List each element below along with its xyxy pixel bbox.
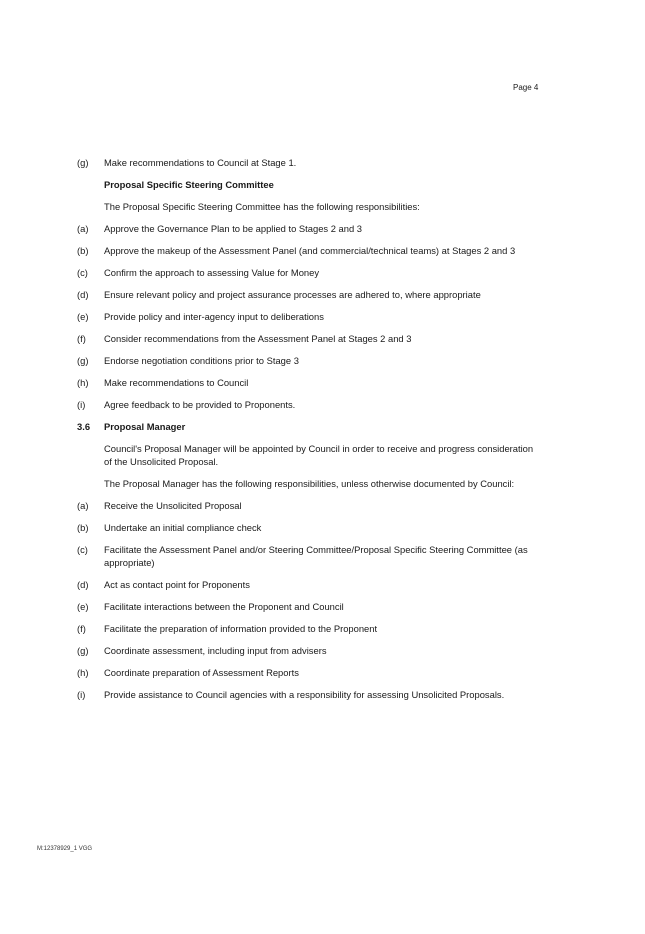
list-item-text: Provide assistance to Council agencies with a responsibility for assessing Unsolicited Proposals. — [104, 689, 505, 700]
list-item-label: (f) — [77, 623, 86, 634]
list-item — [77, 622, 537, 635]
list-item-text: Endorse negotiation conditions prior to Stage 3 — [104, 355, 299, 366]
list-item-label: (e) — [77, 601, 89, 612]
list-item-label: (a) — [77, 223, 89, 234]
list-item-text: Ensure relevant policy and project assurance processes are adhered to, where appropriate — [104, 289, 481, 300]
document-body — [77, 156, 537, 710]
list-item-text: Confirm the approach to assessing Value for Money — [104, 267, 320, 278]
list-item — [77, 543, 537, 569]
proposal-manager-intro: The Proposal Manager has the following responsibilities, unless otherwise documented by Council: — [104, 478, 515, 489]
list-item — [77, 578, 537, 591]
list-item-label: (c) — [77, 544, 88, 555]
list-item — [77, 666, 537, 679]
list-item — [77, 521, 537, 534]
list-item-label: (i) — [77, 399, 86, 410]
steering-committee-intro: The Proposal Specific Steering Committee has the following responsibilities: — [104, 201, 420, 212]
proposal-manager-list — [77, 499, 537, 701]
list-item-text: Agree feedback to be provided to Proponents. — [104, 399, 296, 410]
list-item-text: Act as contact point for Proponents — [104, 579, 250, 590]
list-item-label: (c) — [77, 267, 88, 278]
list-item — [77, 600, 537, 613]
list-item — [77, 266, 537, 279]
page-number: Page 4 — [513, 83, 539, 92]
list-item-label: (h) — [77, 377, 89, 388]
proposal-manager-paragraph: Council's Proposal Manager will be appointed by Council in order to receive and progress consideration of the Unsolicited Proposal. — [104, 443, 534, 467]
list-item-text: Facilitate interactions between the Proponent and Council — [104, 601, 344, 612]
list-item — [77, 376, 537, 389]
list-item-text: Undertake an initial compliance check — [104, 522, 262, 533]
section-number: 3.6 — [77, 421, 91, 432]
document-reference: M:12378929_1 VGG — [37, 846, 93, 852]
steering-committee-heading: Proposal Specific Steering Committee — [104, 179, 274, 190]
list-item-text: Coordinate preparation of Assessment Reports — [104, 667, 299, 678]
list-item-text: Coordinate assessment, including input from advisers — [104, 645, 327, 656]
list-item — [77, 499, 537, 512]
list-item-text: Facilitate the Assessment Panel and/or Steering Committee/Proposal Specific Steering Committee (as appropriate) — [104, 544, 528, 568]
list-item-text: Approve the Governance Plan to be applied to Stages 2 and 3 — [104, 223, 362, 234]
list-item-label: (d) — [77, 289, 89, 300]
list-item-label: (a) — [77, 500, 89, 511]
list-item-label: (b) — [77, 245, 89, 256]
list-item-text: Make recommendations to Council at Stage 1. — [104, 157, 297, 168]
list-item-label: (f) — [77, 333, 86, 344]
list-item-label: (b) — [77, 522, 89, 533]
list-item — [77, 222, 537, 235]
list-item-text: Approve the makeup of the Assessment Panel (and commercial/technical teams) at Stages 2 and 3 — [104, 245, 516, 256]
list-item — [77, 644, 537, 657]
list-item-text: Receive the Unsolicited Proposal — [104, 500, 242, 511]
section-title: Proposal Manager — [104, 421, 186, 432]
list-item — [77, 688, 537, 701]
list-item-label: (g) — [77, 645, 89, 656]
steering-committee-list — [77, 222, 537, 411]
list-item-text: Facilitate the preparation of information provided to the Proponent — [104, 623, 378, 634]
section-heading — [77, 420, 537, 433]
list-item — [77, 398, 537, 411]
list-item — [77, 310, 537, 323]
list-item-label: (h) — [77, 667, 89, 678]
list-item-label: (g) — [77, 157, 89, 168]
list-item — [77, 244, 537, 257]
list-item-label: (e) — [77, 311, 89, 322]
list-item-text: Consider recommendations from the Assessment Panel at Stages 2 and 3 — [104, 333, 412, 344]
list-item — [77, 288, 537, 301]
list-item — [77, 354, 537, 367]
list-item-text: Make recommendations to Council — [104, 377, 249, 388]
list-item — [77, 156, 537, 169]
list-item-label: (i) — [77, 689, 86, 700]
list-item-label: (d) — [77, 579, 89, 590]
list-item — [77, 332, 537, 345]
list-item-text: Provide policy and inter-agency input to deliberations — [104, 311, 324, 322]
list-item-label: (g) — [77, 355, 89, 366]
